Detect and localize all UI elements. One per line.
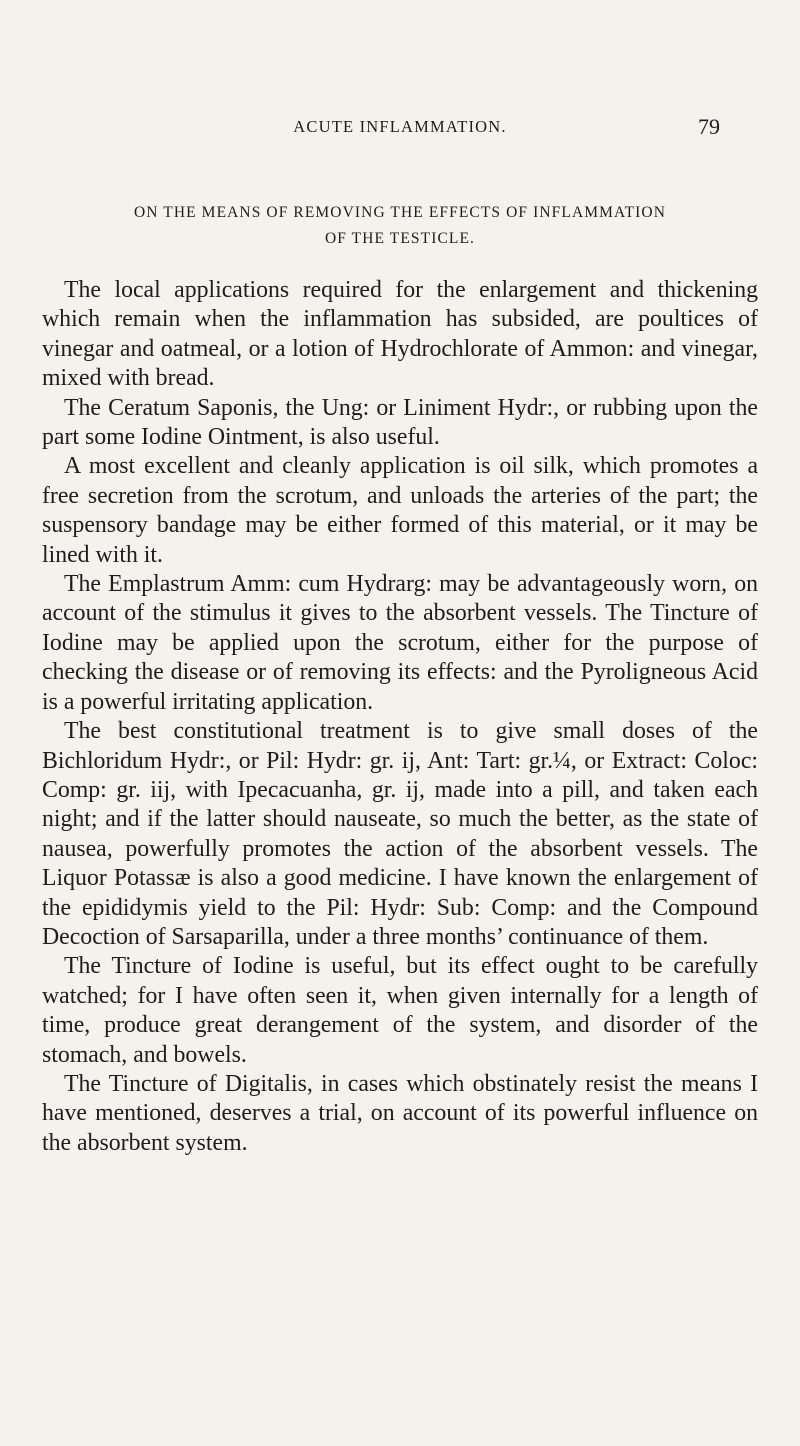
paragraph-emplastrum: The Emplastrum Amm: cum Hydrarg: may be advantageously worn, on account of the stimulus it gives to the absorbent vessels. The Tincture of Iodine may be applied upon the scrotum, either for the purpose of checking the disease or of removing its effects: and the Pyroligneous Acid is a powerful irritating application. xyxy=(42,571,758,715)
paragraph-local-applications: The local applications required for the enlargement and thickening which remain when the inflammation has subsided, are poultices of vinegar and oatmeal, or a lotion of Hydrochlorate of Ammon: and vinegar, mixed with bread. xyxy=(42,277,758,392)
section-heading-line-1: ON THE MEANS OF REMOVING THE EFFECTS OF INFLAMMATION xyxy=(134,204,666,221)
running-title: ACUTE INFLAMMATION. xyxy=(293,117,507,136)
section-heading-line-2: OF THE TESTICLE. xyxy=(324,230,476,247)
paragraph-ceratum-saponis: The Ceratum Saponis, the Ung: or Liniment Hydr:, or rubbing upon the part some Iodine Ointment, is also useful. xyxy=(42,394,758,451)
section-heading xyxy=(42,200,758,252)
paragraph-constitutional-treatment: The best constitutional treatment is to give small doses of the Bichloridum Hydr:, or Pil: Hydr: gr. ij, Ant: Tart: gr.¼, or Extract: Coloc: Comp: gr. iij, with Ipecacuanha, gr. ij, made into a pill, and taken each night; and if the latter should nauseate, so much the better, as the state of nausea, powerfully promotes the action of the absorbent vessels. The Liquor Potassæ is also a good medicine. I have known the enlargement of the epididymis yield to the Pil: Hydr: Sub: Comp: and the Compound Decoction of Sarsaparilla, under a three months’ continuance of them. xyxy=(42,718,758,950)
paragraph-oil-silk: A most excellent and cleanly application is oil silk, which promotes a free secretion from the scrotum, and unloads the arteries of the part; the suspensory bandage may be either formed of this material, or it may be lined with it. xyxy=(42,453,758,568)
page-number: 79 xyxy=(698,114,720,139)
paragraph-tincture-digitalis: The Tincture of Digitalis, in cases which obstinately resist the means I have mentioned, deserves a trial, on account of its powerful influence on the absorbent system. xyxy=(42,1070,758,1156)
running-head xyxy=(0,114,800,141)
paragraph-tincture-iodine: The Tincture of Iodine is useful, but its effect ought to be carefully watched; for I have often seen it, when given internally for a length of time, produce great derangement of the system, and disorder of the stomach, and bowels. xyxy=(42,953,758,1068)
body-text xyxy=(42,276,758,1158)
